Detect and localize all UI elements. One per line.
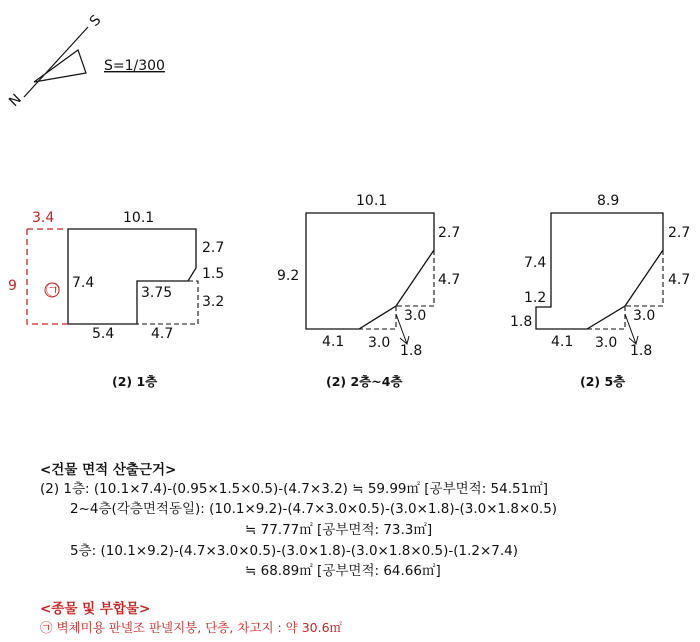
floor2-dim-b1: 4.1	[322, 334, 345, 350]
floor5-dim-r2: 4.7	[668, 272, 691, 288]
calc-line1: (2) 1층: (10.1×7.4)-(0.95×1.5×0.5)-(4.7×3.2) ≒ 59.99㎡ [공부면적: 54.51㎡]	[40, 481, 548, 497]
floor5-dim-d2: 1.8	[630, 343, 653, 359]
north-label: N	[6, 91, 25, 110]
floor5-plan	[510, 193, 690, 389]
floor5-dim-l3: 1.8	[510, 314, 533, 330]
calc-heading: <건물 면적 산출근거>	[40, 462, 177, 478]
floor5-caption: (2) 5층	[580, 374, 626, 389]
floor1-dim-b1: 5.4	[92, 326, 115, 342]
floor2-dim-top: 10.1	[356, 193, 388, 209]
calc-line3: ≒ 77.77㎡ [공부면적: 73.3㎡]	[245, 522, 433, 538]
floor1-dim-top: 10.1	[123, 210, 155, 226]
floor1-dim-left: 7.4	[72, 275, 95, 291]
annex-dim-left: 9	[8, 278, 17, 294]
floor2-dim-r2: 4.7	[438, 272, 461, 288]
floor2-dim-d1: 3.0	[404, 308, 427, 324]
floor5-dim-d1: 3.0	[633, 308, 656, 324]
south-label: S	[86, 12, 105, 30]
calc-line5: ≒ 68.89㎡ [공부면적: 64.66㎡]	[245, 563, 441, 579]
floor1-plan	[8, 210, 224, 389]
floor1-dim-r1: 2.7	[202, 240, 225, 256]
floor2-plan	[277, 193, 460, 389]
floor1-dim-r2: 1.5	[202, 266, 225, 282]
scale-label: S=1/300	[104, 58, 165, 74]
annex-description: ㉠ 벽체미용 판넬조 판넬지붕, 단층, 차고지 : 약 30.6㎡	[40, 620, 343, 635]
floor5-dim-l1: 7.4	[524, 255, 547, 271]
floor1-dim-inner: 3.75	[141, 285, 173, 301]
calc-line2: 2~4층(각층면적동일): (10.1×9.2)-(4.7×3.0×0.5)-(3.0×1.8)-(3.0×1.8×0.5)	[70, 501, 558, 517]
compass-icon	[24, 27, 88, 97]
floor5-dim-b2: 3.0	[595, 335, 618, 351]
calc-line4: 5층: (10.1×9.2)-(4.7×3.0×0.5)-(3.0×1.8)-(3.0×1.8×0.5)-(1.2×7.4)	[70, 543, 519, 559]
floor5-dim-top: 8.9	[597, 193, 620, 209]
annex-heading: <종물 및 부합물>	[40, 601, 151, 617]
floor5-dim-r1: 2.7	[668, 225, 691, 241]
floor2-dim-d2: 1.8	[400, 343, 423, 359]
floor1-dim-b2: 4.7	[151, 326, 174, 342]
annex-dim-top: 3.4	[32, 210, 55, 226]
floor2-dim-left: 9.2	[277, 268, 300, 284]
floor5-dim-l2: 1.2	[524, 290, 547, 306]
floor2-dim-b2: 3.0	[368, 335, 391, 351]
floor1-caption: (2) 1층	[112, 374, 158, 389]
floor5-dim-b1: 4.1	[551, 334, 574, 350]
floor2-caption: (2) 2층~4층	[326, 374, 403, 389]
floor2-dim-r1: 2.7	[438, 225, 461, 241]
annex-mark: ㉠	[46, 283, 60, 299]
floor1-dim-r3: 3.2	[202, 294, 225, 310]
